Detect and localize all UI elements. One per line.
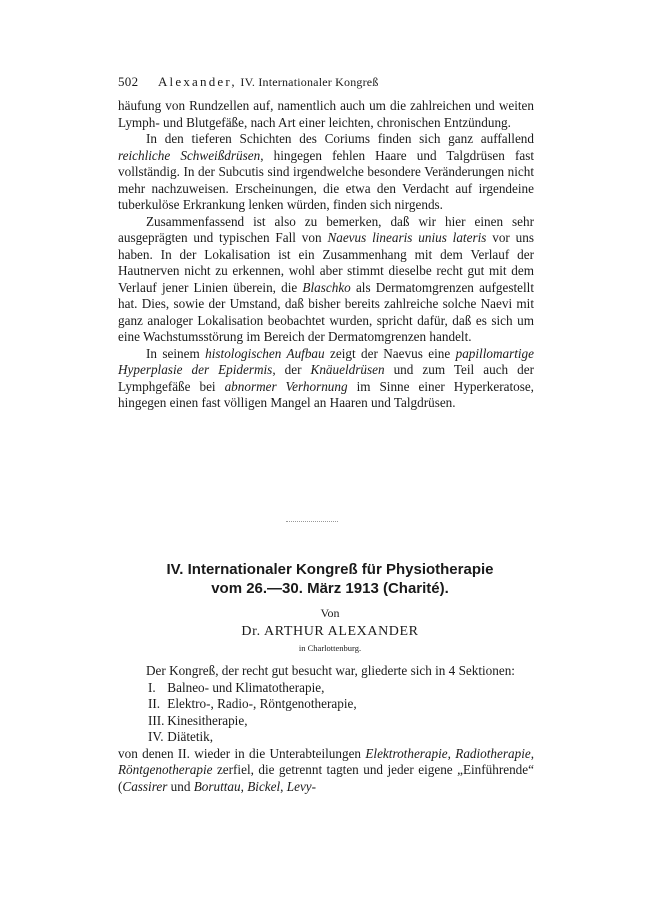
emphasis: reichliche Schweißdrüsen — [118, 147, 261, 163]
section-separator — [286, 521, 338, 522]
emphasis: Cassirer — [122, 778, 168, 794]
section-list-item: II. Elektro-, Radio-, Röntgenotherapie, — [148, 696, 357, 711]
emphasis: abnormer Verhornung — [224, 378, 348, 394]
emphasis: Naevus linearis unius lateris — [327, 230, 487, 245]
section-list-item: III. Kinesitherapie, — [148, 712, 248, 728]
emphasis: Knäueldrüsen — [310, 362, 385, 377]
author-location: in Charlottenburg. — [298, 643, 362, 653]
paragraph: In seinem histologischen Aufbau zeigt der Naevus eine papillomartige Hyperplasie der Epidermis, der Knäueldrüsen und zum Teil auch der Lymphgefäße bei abnormer Verhornung im Sinne einer Hyperkeratose, hingegen einen fast völligen Mangel an Haaren und Talgdrüsen. — [118, 345, 535, 410]
running-title-author: Alexander, — [157, 74, 237, 89]
article-body — [118, 663, 534, 795]
article-title-line-1: IV. Internationaler Kongreß für Physiotherapie — [166, 561, 494, 578]
page-number: 502 — [118, 74, 139, 89]
emphasis: Radiotherapie — [455, 745, 531, 761]
author-name: Dr. ARTHUR ALEXANDER — [241, 624, 419, 639]
emphasis: Levy- — [286, 778, 317, 794]
article-title-line-2: vom 26.—30. März 1913 (Charité). — [211, 580, 449, 597]
section-list-item: IV. Diätetik, — [148, 729, 214, 744]
emphasis: Röntgenotherapie — [118, 762, 213, 777]
emphasis: Bickel — [247, 778, 281, 794]
emphasis: histologischen Aufbau — [205, 345, 325, 361]
paragraph: In den tieferen Schichten des Coriums finden sich ganz auffallend reichliche Schweißdrüsen, hingegen fehlen Haare und Talgdrüsen fast vollständig. In der Subcutis sind irgendwelche besondere Veränderungen nicht mehr nachzuweisen. Erscheinungen, die etwa den Verdacht auf irgendeine tuberkulöse Erkrankung lenken würden, finden sich nirgends. — [118, 131, 535, 212]
emphasis: Blaschko — [302, 279, 351, 295]
paragraph: Zusammenfassend ist also zu bemerken, daß wir hier einen sehr ausgeprägten und typischen Fall von Naevus linearis unius lateris vor uns haben. In der Lokalisation ist ein Zusammenhang mit dem Verlauf der Hautnerven nicht zu erkennen, wohl aber stimmt dieselbe recht gut mit dem Verlauf jener Linien überein, die Blaschko als Dermatomgrenzen aufgestellt hat. Dies, sowie der Umstand, daß bisher bereits zahlreiche solche Naevi mit ganz analoger Lokalisation beobachtet wurden, spricht dafür, daß es sich um eine Wachstumsstörung im Bereich der Dermatomgrenzen handelt. — [118, 213, 534, 344]
section-list-item: I. Balneo- und Klimatotherapie, — [148, 679, 325, 695]
paragraph: häufung von Rundzellen auf, namentlich auch um die zahlreichen und weiten Lymph- und Blutgefäße, nach Art einer leichten, chronischen Entzündung. — [118, 98, 534, 130]
running-title: IV. Internationaler Kongreß — [240, 75, 379, 89]
article-continuation — [118, 98, 534, 412]
running-header — [118, 74, 538, 90]
emphasis: Boruttau — [193, 778, 241, 794]
paragraph: von denen II. wieder in die Unterabteilungen Elektrotherapie, Radiotherapie, Röntgenotherapie zerfiel, die getrennt tagten und jeder eigene „Einführende“ (Cassirer und Boruttau, Bickel, Levy- — [118, 745, 535, 794]
byline: Von — [320, 606, 340, 620]
emphasis: Elektrotherapie — [365, 745, 448, 761]
emphasis: papillomartige Hyperplasie der Epidermis — [118, 345, 535, 377]
paragraph: Der Kongreß, der recht gut besucht war, gliederte sich in 4 Sektionen: — [146, 663, 515, 678]
